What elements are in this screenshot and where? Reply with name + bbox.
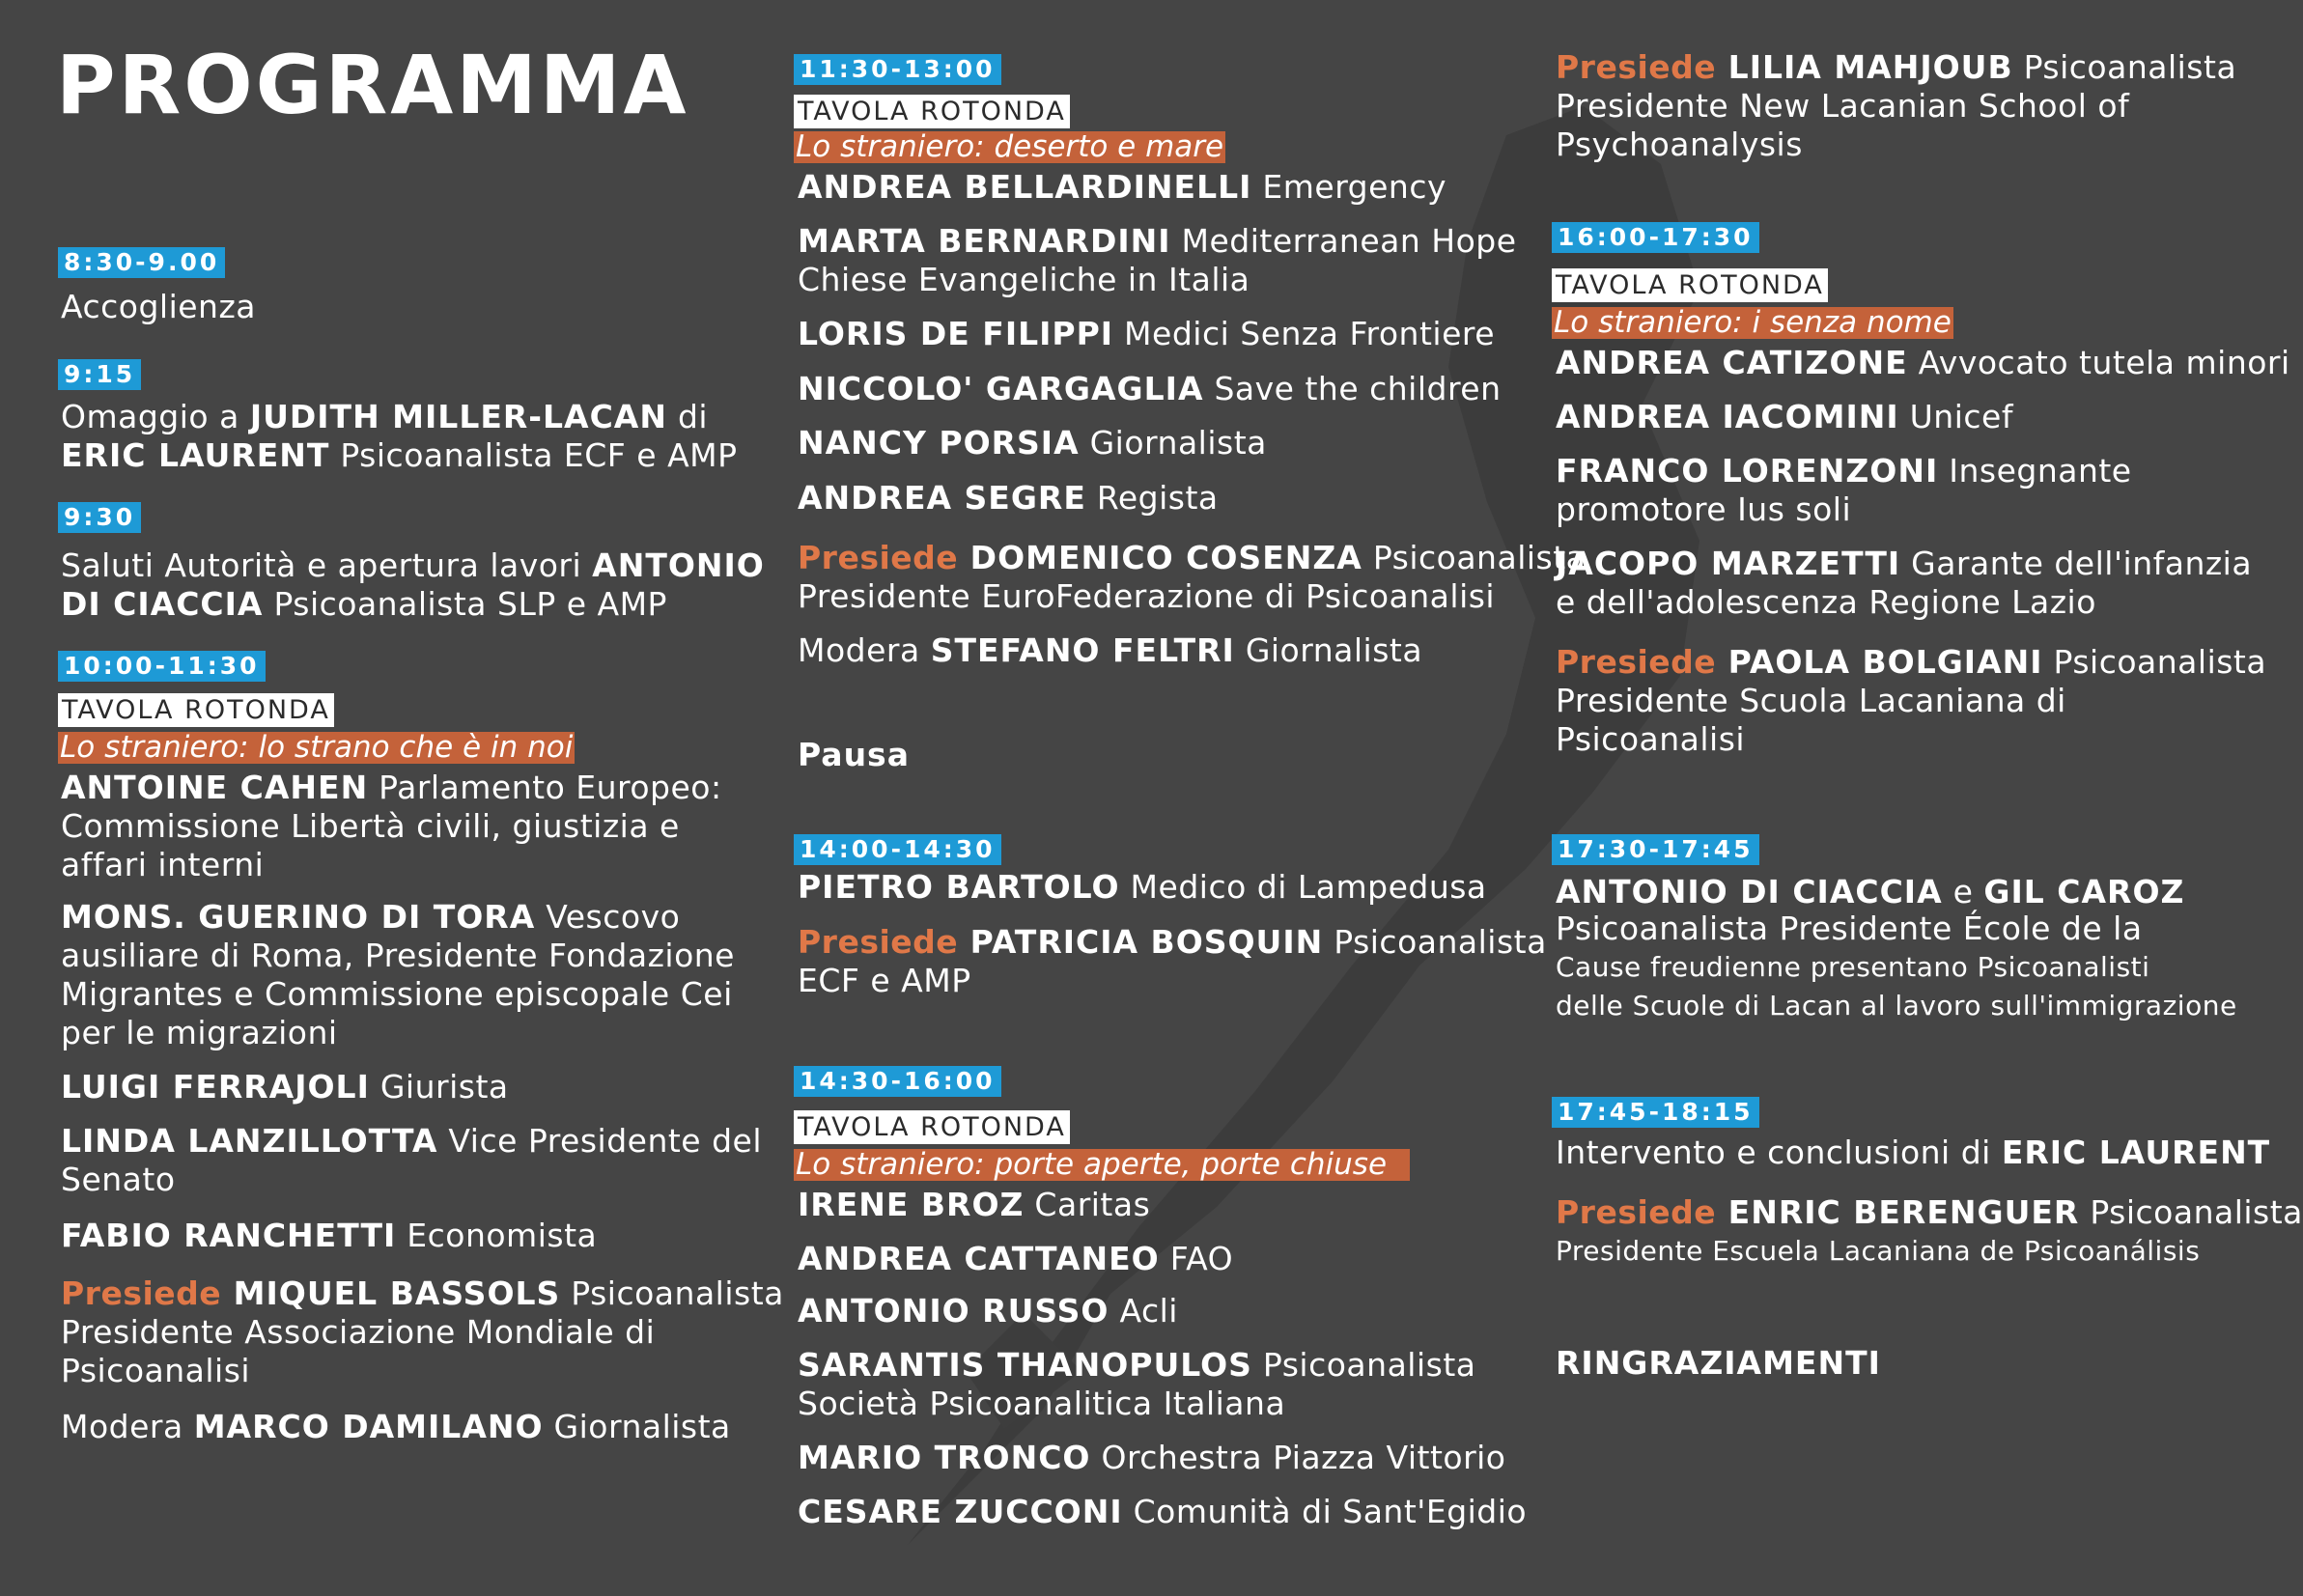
speaker: NICCOLO' GARGAGLIA Save the children (798, 370, 1502, 407)
speaker-role: Presidente New Lacanian School of (1556, 87, 2130, 125)
time-badge: 14:00-14:30 (794, 834, 1001, 865)
speaker-role: Presidente Escuela Lacaniana de Psicoanálisis (1556, 1235, 2201, 1267)
time-badge: 17:45-18:15 (1552, 1097, 1759, 1128)
saluti-line-1: Saluti Autorità e apertura lavori ANTONIO (61, 546, 765, 584)
speaker: IRENE BROZ Caritas (798, 1186, 1151, 1223)
time-badge: 14:30-16:00 (794, 1066, 1001, 1097)
presiede-line: Presiede MIQUEL BASSOLS Psicoanalista (61, 1274, 784, 1312)
speaker-role: Senato (61, 1161, 176, 1198)
saluti-line-2: DI CIACCIA Psicoanalista SLP e AMP (61, 585, 667, 623)
speaker: ANDREA BELLARDINELLI Emergency (798, 168, 1447, 206)
speaker: FRANCO LORENZONI Insegnante (1556, 452, 2132, 490)
speaker-role: per le migrazioni (61, 1014, 338, 1051)
speaker-role: delle Scuole di Lacan al lavoro sull'immigrazione (1556, 990, 2237, 1022)
speaker: ANTONIO DI CIACCIA e GIL CAROZ (1556, 873, 2185, 910)
time-badge: 9:15 (58, 359, 141, 390)
presiede-line: Presiede ENRIC BERENGUER Psicoanalista (1556, 1193, 2303, 1231)
speaker-role: Chiese Evangeliche in Italia (798, 261, 1250, 298)
omaggio-line-1: Omaggio a JUDITH MILLER-LACAN di (61, 398, 709, 435)
presiede-line: Presiede PAOLA BOLGIANI Psicoanalista (1556, 643, 2267, 681)
speaker-role: Società Psicoanalitica Italiana (798, 1385, 1286, 1422)
speaker-role: Psychoanalysis (1556, 126, 1803, 163)
presiede-line: Presiede PATRICIA BOSQUIN Psicoanalista (798, 923, 1547, 961)
speaker: ANDREA IACOMINI Unicef (1556, 398, 2013, 435)
speaker: CESARE ZUCCONI Comunità di Sant'Egidio (798, 1493, 1528, 1530)
time-badge: 16:00-17:30 (1552, 222, 1759, 253)
accoglienza-text: Accoglienza (61, 288, 257, 325)
time-badge: 8:30-9.00 (58, 247, 225, 278)
speaker: MONS. GUERINO DI TORA Vescovo (61, 898, 681, 936)
time-badge: 11:30-13:00 (794, 54, 1001, 85)
speaker-role: Presidente EuroFederazione di Psicoanalisi (798, 577, 1496, 615)
tavola-rotonda-label: TAVOLA ROTONDA (58, 693, 334, 727)
tavola-rotonda-label: TAVOLA ROTONDA (1552, 268, 1828, 302)
speaker: LORIS DE FILIPPI Medici Senza Frontiere (798, 315, 1496, 352)
presiede-line: Presiede LILIA MAHJOUB Psicoanalista (1556, 48, 2237, 86)
speaker-role: Psicoanalisi (61, 1352, 251, 1389)
session-subtitle: Lo straniero: deserto e mare (796, 129, 1224, 164)
speaker: LUIGI FERRAJOLI Giurista (61, 1068, 509, 1106)
speaker-role: Psicoanalista Presidente École de la (1556, 910, 2143, 947)
speaker: SARANTIS THANOPULOS Psicoanalista (798, 1346, 1476, 1384)
speaker: LINDA LANZILLOTTA Vice Presidente del (61, 1122, 763, 1160)
speaker: FABIO RANCHETTI Economista (61, 1217, 598, 1254)
speaker: JACOPO MARZETTI Garante dell'infanzia (1556, 545, 2253, 582)
session-subtitle: Lo straniero: lo strano che è in noi (60, 730, 574, 765)
speaker-role: ausiliare di Roma, Presidente Fondazione (61, 937, 735, 974)
session-subtitle: Lo straniero: i senza nome (1554, 305, 1952, 340)
speaker: NANCY PORSIA Giornalista (798, 424, 1267, 462)
speaker-role: Psicoanalisi (1556, 720, 1746, 758)
pausa-label: Pausa (798, 736, 910, 773)
speaker-role: Commissione Libertà civili, giustizia e (61, 807, 680, 845)
speaker-role: e dell'adolescenza Regione Lazio (1556, 583, 2096, 621)
speaker-role: promotore Ius soli (1556, 490, 1852, 528)
speaker: ANTONIO RUSSO Acli (798, 1292, 1178, 1330)
speaker-role: Cause freudienne presentano Psicoanalisti (1556, 951, 2150, 983)
speaker: ANDREA SEGRE Regista (798, 479, 1219, 517)
tavola-rotonda-label: TAVOLA ROTONDA (794, 1110, 1070, 1144)
page-title: PROGRAMMA (56, 38, 689, 132)
tavola-rotonda-label: TAVOLA ROTONDA (794, 95, 1070, 128)
session-subtitle: Lo straniero: porte aperte, porte chiuse (794, 1149, 1410, 1181)
ringraziamenti-label: RINGRAZIAMENTI (1556, 1344, 1881, 1382)
speaker: ANDREA CATTANEO FAO (798, 1240, 1234, 1277)
speaker-role: Migrantes e Commissione episcopale Cei (61, 975, 733, 1013)
presiede-line: Presiede DOMENICO COSENZA Psicoanalista (798, 539, 1587, 576)
speaker-role: Presidente Associazione Mondiale di (61, 1313, 656, 1351)
moderator-line: Modera STEFANO FELTRI Giornalista (798, 631, 1423, 669)
speaker: MARIO TRONCO Orchestra Piazza Vittorio (798, 1439, 1506, 1476)
speaker: ANDREA CATIZONE Avvocato tutela minori (1556, 344, 2290, 381)
time-badge: 17:30-17:45 (1552, 834, 1759, 865)
speaker: MARTA BERNARDINI Mediterranean Hope (798, 222, 1517, 260)
speaker-role: Presidente Scuola Lacaniana di (1556, 682, 2066, 719)
time-badge: 9:30 (58, 502, 141, 533)
speaker: PIETRO BARTOLO Medico di Lampedusa (798, 868, 1487, 906)
time-badge: 10:00-11:30 (58, 651, 266, 682)
speaker: ANTOINE CAHEN Parlamento Europeo: (61, 769, 722, 806)
omaggio-line-2: ERIC LAURENT Psicoanalista ECF e AMP (61, 436, 738, 474)
speaker-role: affari interni (61, 846, 265, 883)
moderator-line: Modera MARCO DAMILANO Giornalista (61, 1408, 731, 1445)
speaker-role: ECF e AMP (798, 962, 971, 999)
intervento-line: Intervento e conclusioni di ERIC LAURENT (1556, 1134, 2271, 1171)
